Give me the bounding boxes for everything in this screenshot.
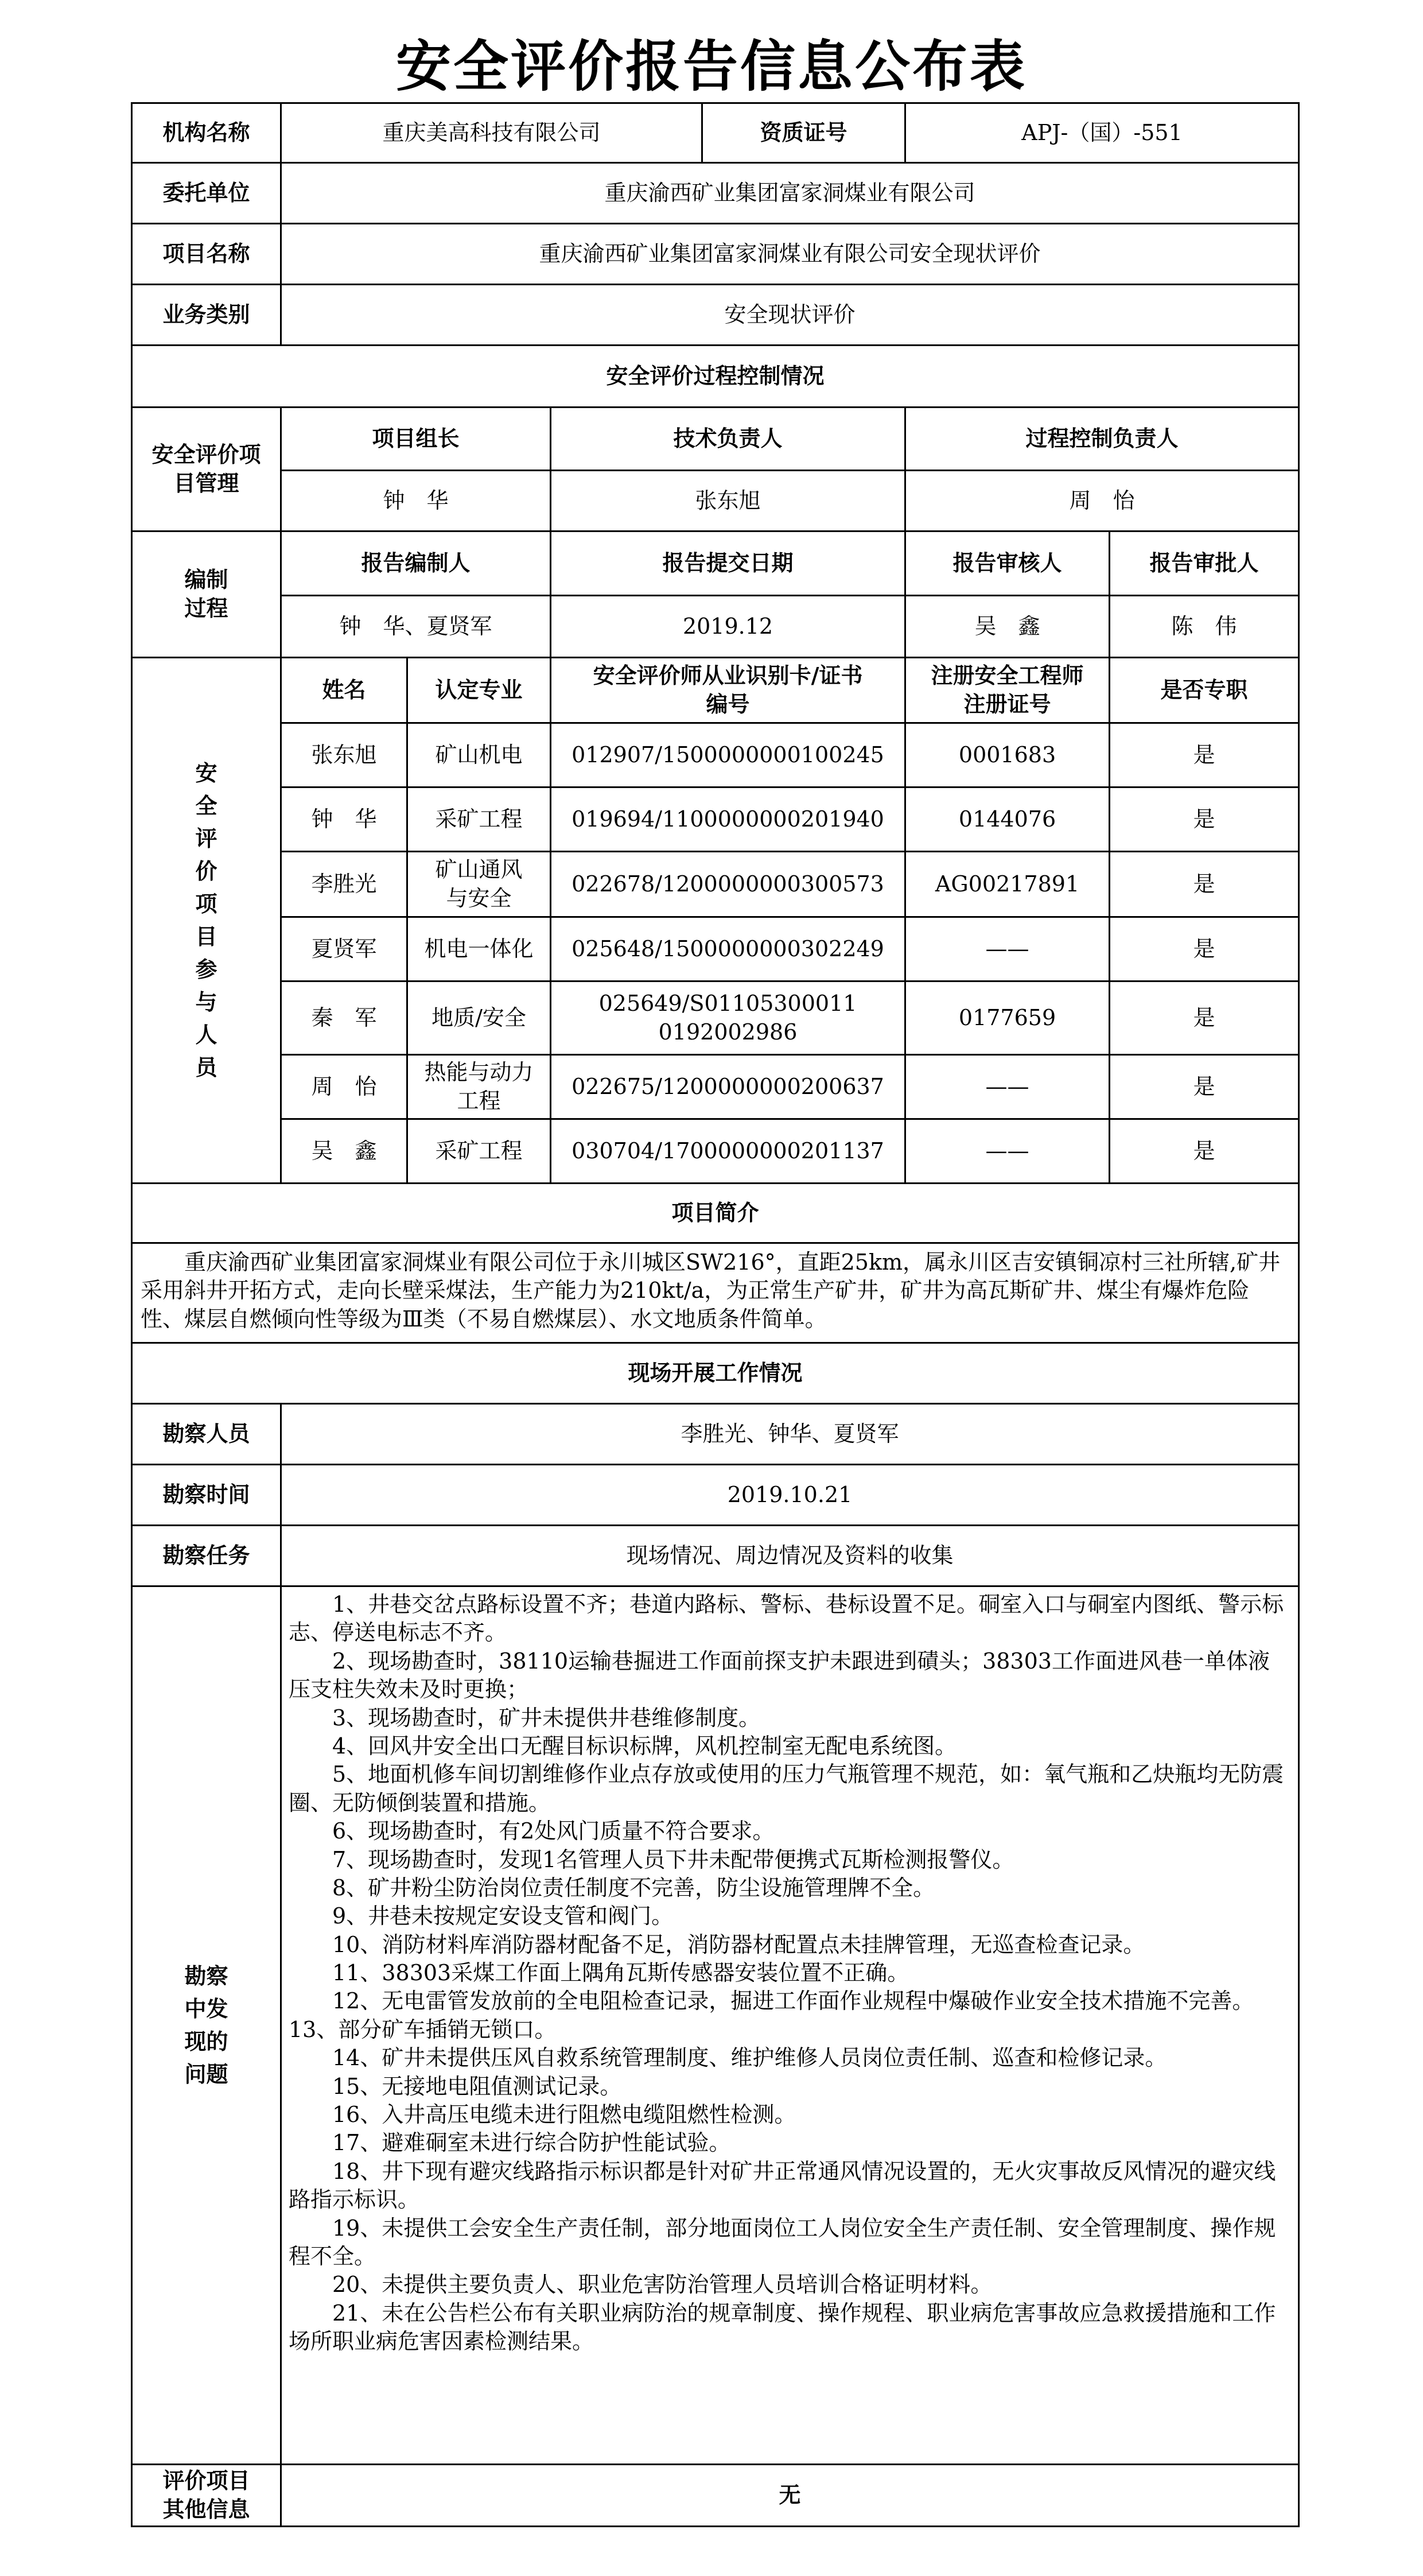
participant-specialty: 热能与动力工程	[407, 1055, 551, 1119]
process-lead-header: 过程控制负责人	[905, 408, 1299, 471]
participant-engineer-cert: 0001683	[905, 723, 1110, 787]
cert-label: 资质证号	[702, 103, 905, 163]
reviewer-header: 报告审核人	[905, 532, 1110, 596]
participant-row	[132, 917, 1299, 981]
team-lead-value: 钟 华	[281, 471, 551, 532]
tech-lead-header: 技术负责人	[551, 408, 905, 471]
specialty-header: 认定专业	[407, 658, 551, 723]
participant-fulltime: 是	[1110, 852, 1299, 917]
participant-row	[132, 852, 1299, 917]
project-value: 重庆渝西矿业集团富家洞煤业有限公司安全现状评价	[281, 224, 1299, 285]
team-lead-header: 项目组长	[281, 408, 551, 471]
compilation-header-row	[132, 532, 1299, 596]
participant-certificate: 019694/1100000000201940	[551, 787, 905, 852]
participant-row	[132, 787, 1299, 852]
fieldwork-heading: 现场开展工作情况	[132, 1343, 1299, 1404]
survey-time-value: 2019.10.21	[281, 1465, 1299, 1526]
participant-row	[132, 723, 1299, 787]
problem-item: 10、消防材料库消防器材配备不足，消防器材配置点未挂牌管理，无巡查检查记录。	[332, 1931, 1145, 1957]
problem-item: 9、井巷未按规定安设支管和阀门。	[332, 1903, 674, 1929]
participant-engineer-cert: 0177659	[905, 981, 1110, 1055]
business-row	[132, 285, 1299, 346]
survey-personnel-label: 勘察人员	[132, 1404, 281, 1465]
process-section-heading: 安全评价过程控制情况	[132, 346, 1299, 408]
participants-header-row	[132, 658, 1299, 723]
other-info-value: 无	[281, 2465, 1299, 2527]
problem-item: 16、入井高压电缆未进行阻燃电缆阻燃性检测。	[332, 2102, 796, 2128]
other-info-label: 评价项目其他信息	[132, 2465, 281, 2527]
participant-name: 钟 华	[281, 787, 407, 852]
problems-row	[132, 1586, 1299, 2465]
intro-heading-row	[132, 1184, 1299, 1243]
participant-engineer-cert: AG00217891	[905, 852, 1110, 917]
compiler-header: 报告编制人	[281, 532, 551, 596]
management-header-row	[132, 408, 1299, 471]
org-label: 机构名称	[132, 103, 281, 163]
participant-name: 夏贤军	[281, 917, 407, 981]
participant-fulltime: 是	[1110, 1119, 1299, 1184]
intro-text-row	[132, 1243, 1299, 1343]
problems-list	[281, 1586, 1299, 2465]
survey-task-label: 勘察任务	[132, 1526, 281, 1586]
submit-date-header: 报告提交日期	[551, 532, 905, 596]
approver-header: 报告审批人	[1110, 532, 1299, 596]
client-value: 重庆渝西矿业集团富家洞煤业有限公司	[281, 163, 1299, 224]
org-value: 重庆美高科技有限公司	[281, 103, 702, 163]
business-label: 业务类别	[132, 285, 281, 346]
participant-engineer-cert: 0144076	[905, 787, 1110, 852]
participants-label: 安全评价项目参与人员	[132, 658, 281, 1184]
submit-date-value: 2019.12	[551, 596, 905, 658]
participant-specialty: 采矿工程	[407, 1119, 551, 1184]
problem-item: 3、现场勘查时，矿井未提供井巷维修制度。	[332, 1705, 761, 1731]
problem-item: 20、未提供主要负责人、职业危害防治管理人员培训合格证明材料。	[332, 2272, 993, 2298]
page-title: 安全评价报告信息公布表	[396, 34, 1027, 99]
survey-personnel-row	[132, 1404, 1299, 1465]
participant-certificate: 025648/1500000000302249	[551, 917, 905, 981]
participant-certificate: 012907/1500000000100245	[551, 723, 905, 787]
participant-row	[132, 981, 1299, 1055]
participant-fulltime: 是	[1110, 1055, 1299, 1119]
participant-specialty: 矿山通风与安全	[407, 852, 551, 917]
participant-engineer-cert: ——	[905, 917, 1110, 981]
reviewer-value: 吴 鑫	[905, 596, 1110, 658]
participant-specialty: 地质/安全	[407, 981, 551, 1055]
survey-task-value: 现场情况、周边情况及资料的收集	[281, 1526, 1299, 1586]
management-label: 安全评价项目管理	[132, 408, 281, 532]
participant-certificate: 022678/1200000000300573	[551, 852, 905, 917]
compilation-label: 编制过程	[132, 532, 281, 658]
participant-row	[132, 1055, 1299, 1119]
participant-engineer-cert: ——	[905, 1055, 1110, 1119]
other-info-row	[132, 2465, 1299, 2527]
cert-value: APJ-（国）-551	[905, 103, 1299, 163]
process-lead-value: 周 怡	[905, 471, 1299, 532]
problem-item: 15、无接地电阻值测试记录。	[332, 2073, 622, 2099]
survey-task-row	[132, 1526, 1299, 1586]
problem-item: 4、回风井安全出口无醒目标识标牌，风机控制室无配电系统图。	[332, 1733, 957, 1759]
survey-personnel-value: 李胜光、钟华、夏贤军	[281, 1404, 1299, 1465]
client-row	[132, 163, 1299, 224]
compilation-values-row	[132, 596, 1299, 658]
participant-fulltime: 是	[1110, 723, 1299, 787]
compiler-value: 钟 华、夏贤军	[281, 596, 551, 658]
problem-item: 7、现场勘查时，发现1名管理人员下井未配带便携式瓦斯检测报警仪。	[332, 1846, 1014, 1872]
problem-item: 18、井下现有避灾线路指示标识都是针对矿井正常通风情况设置的，无火灾事故反风情况的避灾线路指示标识。	[289, 2158, 1276, 2213]
certificate-header: 安全评价师从业识别卡/证书编号	[551, 658, 905, 723]
fieldwork-heading-row	[132, 1343, 1299, 1404]
process-section-row	[132, 346, 1299, 408]
problem-item: 11、38303采煤工作面上隅角瓦斯传感器安装位置不正确。	[332, 1960, 909, 1986]
participant-fulltime: 是	[1110, 917, 1299, 981]
problem-item: 8、矿井粉尘防治岗位责任制度不完善，防尘设施管理牌不全。	[332, 1875, 935, 1900]
participant-fulltime: 是	[1110, 981, 1299, 1055]
approver-value: 陈 伟	[1110, 596, 1299, 658]
project-row	[132, 224, 1299, 285]
business-value: 安全现状评价	[281, 285, 1299, 346]
participant-specialty: 采矿工程	[407, 787, 551, 852]
participant-row	[132, 1119, 1299, 1184]
participant-name: 张东旭	[281, 723, 407, 787]
survey-time-row	[132, 1465, 1299, 1526]
problem-item: 19、未提供工会安全生产责任制，部分地面岗位工人岗位安全生产责任制、安全管理制度、操作规程不全。	[289, 2215, 1276, 2269]
participant-certificate: 030704/1700000000201137	[551, 1119, 905, 1184]
engineer-cert-header: 注册安全工程师注册证号	[905, 658, 1110, 723]
problem-item: 2、现场勘查时，38110运输巷掘进工作面前探支护未跟进到磧头；38303工作面进风巷一单体液压支柱失效未及时更换；	[289, 1648, 1270, 1702]
participant-certificate: 022675/1200000000200637	[551, 1055, 905, 1119]
participant-name: 吴 鑫	[281, 1119, 407, 1184]
participant-specialty: 矿山机电	[407, 723, 551, 787]
tech-lead-value: 张东旭	[551, 471, 905, 532]
problems-label: 勘察中发现的问题	[132, 1586, 281, 2465]
project-label: 项目名称	[132, 224, 281, 285]
problem-item: 14、矿井未提供压风自救系统管理制度、维护维修人员岗位责任制、巡查和检修记录。	[332, 2045, 1167, 2071]
info-table	[131, 102, 1300, 2527]
name-header: 姓名	[281, 658, 407, 723]
participant-engineer-cert: ——	[905, 1119, 1110, 1184]
participant-name: 周 怡	[281, 1055, 407, 1119]
client-label: 委托单位	[132, 163, 281, 224]
participant-name: 秦 军	[281, 981, 407, 1055]
participant-certificate: 025649/S011053000110192002986	[551, 981, 905, 1055]
problem-item: 5、地面机修车间切割维修作业点存放或使用的压力气瓶管理不规范，如：氧气瓶和乙炔瓶均无防震圈、无防倾倒装置和措施。	[289, 1762, 1284, 1815]
participant-specialty: 机电一体化	[407, 917, 551, 981]
org-row	[132, 103, 1299, 163]
problem-item: 12、无电雷管发放前的全电阻检查记录，掘进工作面作业规程中爆破作业安全技术措施不完善。13、部分矿车插销无锁口。	[289, 1988, 1254, 2042]
problem-item: 6、现场勘查时，有2处风门质量不符合要求。	[332, 1818, 775, 1844]
problem-item: 21、未在公告栏公布有关职业病防治的规章制度、操作规程、职业病危害事故应急救援措施和工作场所职业病危害因素检测结果。	[289, 2300, 1276, 2354]
problem-item: 1、井巷交岔点路标设置不齐；巷道内路标、警标、巷标设置不足。硐室入口与硐室内图纸、警示标志、停送电标志不齐。	[289, 1592, 1284, 1646]
intro-heading: 项目简介	[132, 1184, 1299, 1243]
fulltime-header: 是否专职	[1110, 658, 1299, 723]
intro-text: 重庆渝西矿业集团富家洞煤业有限公司位于永川城区SW216°，直距25km，属永川区吉安镇铜凉村三社所辖,矿井采用斜井开拓方式，走向长壁采煤法，生产能力为210kt/a，为正常生产矿井，矿井为高瓦斯矿井、煤尘有爆炸危险性、煤层自燃倾向性等级为Ⅲ类（不易自燃煤层）、水文地质条件简单。	[132, 1243, 1299, 1343]
management-values-row	[132, 471, 1299, 532]
participant-name: 李胜光	[281, 852, 407, 917]
participant-fulltime: 是	[1110, 787, 1299, 852]
survey-time-label: 勘察时间	[132, 1465, 281, 1526]
problem-item: 17、避难硐室未进行综合防护性能试验。	[332, 2130, 731, 2156]
